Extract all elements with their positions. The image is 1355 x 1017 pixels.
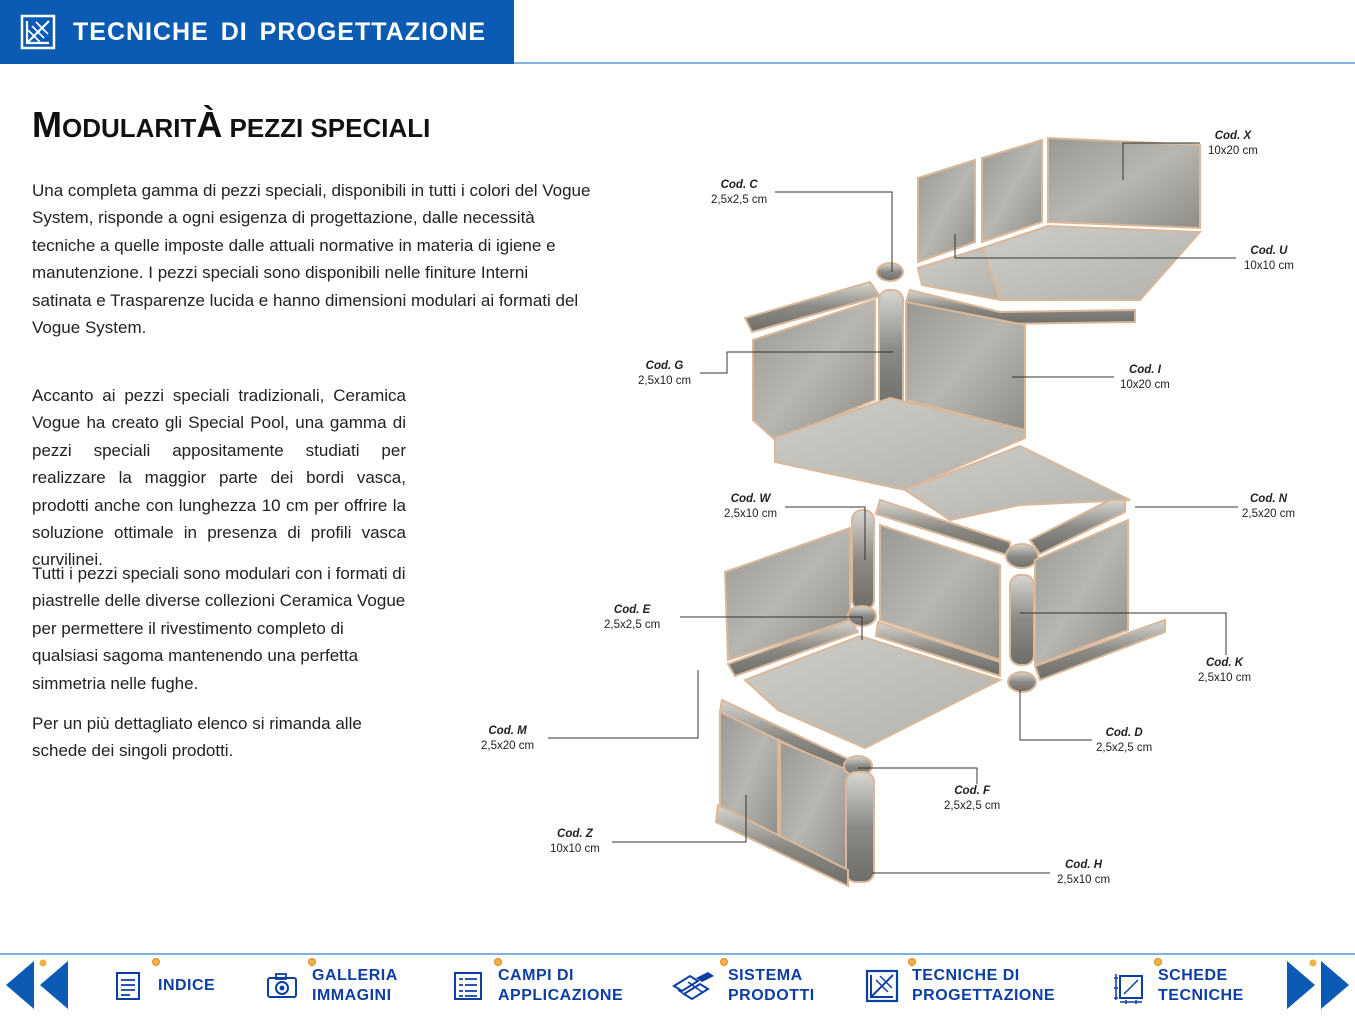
- index-icon: [110, 968, 146, 1004]
- nav-label: GALLERIA IMMAGINI: [312, 967, 398, 1004]
- label-size: 2,5x10 cm: [638, 375, 692, 387]
- design-techniques-icon: [20, 14, 56, 50]
- label-size: 2,5x2,5 cm: [604, 619, 661, 631]
- label-cod-h: [1057, 858, 1110, 888]
- label-size: 10x10 cm: [1244, 260, 1294, 272]
- label-cod-z: [550, 827, 600, 857]
- nav-dot: [908, 958, 916, 966]
- nav-dot: [308, 958, 316, 966]
- label-code: Cod. M: [488, 725, 527, 737]
- title-cap-2: À: [196, 104, 223, 145]
- nav-dot: [1154, 958, 1162, 966]
- label-code: Cod. N: [1250, 493, 1288, 505]
- label-size: 2,5x20 cm: [481, 740, 535, 752]
- page-title: [32, 104, 430, 146]
- title-part-1: ODULARIT: [62, 113, 197, 143]
- title-part-2: PEZZI SPECIALI: [222, 113, 431, 143]
- label-code: Cod. F: [954, 785, 991, 797]
- footer-rule: [0, 953, 1355, 955]
- label-size: 2,5x2,5 cm: [944, 800, 1001, 812]
- prev-arrow-icon[interactable]: [2, 958, 72, 1012]
- section-title: TECNICHE DI PROGETTAZIONE: [73, 18, 487, 46]
- nav-label: CAMPI DI APPLICAZIONE: [498, 967, 624, 1004]
- label-cod-n: [1242, 492, 1295, 522]
- label-cod-g: [638, 359, 691, 389]
- nav-campi-di-applicazione[interactable]: [450, 962, 623, 1010]
- nav-indice[interactable]: [110, 962, 215, 1010]
- label-code: Cod. H: [1065, 859, 1103, 871]
- label-code: Cod. I: [1128, 364, 1161, 376]
- label-cod-w: [724, 492, 777, 522]
- nav-label: SISTEMA PRODOTTI: [728, 967, 815, 1004]
- label-size: 2,5x10 cm: [1057, 874, 1111, 886]
- intro-paragraph: Una completa gamma di pezzi speciali, disponibili in tutti i colori del Vogue System, risponde a ogni esigenza di progettazione, dalle necessità tecniche a quelle imposte dalle attuali normative in materia di igiene e manutenzione. I pezzi speciali sono disponibili nelle finiture Interni satinata e Trasparenze lucida e hanno dimensioni modulari ai formati del Vogue System.: [32, 181, 591, 338]
- label-code: Cod. K: [1206, 657, 1244, 669]
- label-size: 2,5x2,5 cm: [711, 194, 768, 206]
- nav-dot: [494, 958, 502, 966]
- nav-label: TECNICHE DI PROGETTAZIONE: [912, 967, 1056, 1004]
- nav-label: INDICE: [158, 977, 216, 994]
- nav-schede-tecniche[interactable]: [1110, 962, 1244, 1010]
- label-cod-d: [1096, 726, 1152, 756]
- label-cod-m: [481, 724, 534, 754]
- label-cod-u: [1244, 244, 1294, 274]
- design-techniques-icon: [864, 968, 900, 1004]
- nav-tecniche-di-progettazione[interactable]: [864, 962, 1055, 1010]
- label-cod-x: [1208, 129, 1258, 159]
- title-cap-1: M: [32, 104, 62, 145]
- label-cod-f: [944, 784, 1000, 814]
- label-code: Cod. C: [720, 179, 758, 191]
- tiles-icon: [670, 968, 716, 1004]
- label-size: 10x10 cm: [550, 843, 600, 855]
- special-pool-paragraph: Accanto ai pezzi speciali tradizionali, Ceramica Vogue ha creato gli Special Pool, una gamma di pezzi speciali appositamente studiati per realizzare la maggior parte dei bordi vasca, prodotti anche con lunghezza 10 cm per offrire la soluzione ottimale in presenza di profili vasca curvilinei.: [32, 386, 406, 570]
- camera-icon: [264, 968, 300, 1004]
- label-size: 2,5x10 cm: [1198, 672, 1252, 684]
- nav-label: SCHEDE TECNICHE: [1158, 967, 1244, 1004]
- label-code: Cod. X: [1214, 130, 1252, 142]
- next-arrow-icon[interactable]: [1283, 958, 1353, 1012]
- label-cod-i: [1120, 363, 1170, 393]
- label-code: Cod. U: [1250, 245, 1288, 257]
- technical-sheet-icon: [1110, 968, 1146, 1004]
- modularity-paragraph: Tutti i pezzi speciali sono modulari con i formati di piastrelle delle diverse collezioni Ceramica Vogue per permettere il rivestimento completo di qualsiasi sagoma mantenendo una perfetta simmetria nelle fughe.: [32, 564, 406, 693]
- label-code: Cod. W: [730, 493, 771, 505]
- reference-paragraph: Per un più dettagliato elenco si rimanda alle schede dei singoli prodotti.: [32, 714, 362, 761]
- nav-dot: [152, 958, 160, 966]
- nav-dot: [720, 958, 728, 966]
- label-size: 10x20 cm: [1120, 379, 1170, 391]
- label-cod-e: [604, 603, 660, 633]
- nav-sistema-prodotti[interactable]: [670, 962, 815, 1010]
- label-cod-c: [711, 178, 767, 208]
- label-size: 2,5x2,5 cm: [1096, 742, 1153, 754]
- nav-galleria-immagini[interactable]: [264, 962, 398, 1010]
- label-code: Cod. D: [1105, 727, 1143, 739]
- header-rule: [514, 62, 1355, 64]
- label-code: Cod. Z: [557, 828, 593, 840]
- label-code: Cod. E: [613, 604, 651, 616]
- label-size: 2,5x10 cm: [724, 508, 778, 520]
- list-icon: [450, 968, 486, 1004]
- label-cod-k: [1198, 656, 1251, 686]
- label-code: Cod. G: [645, 360, 684, 372]
- label-size: 2,5x20 cm: [1242, 508, 1296, 520]
- label-size: 10x20 cm: [1208, 145, 1258, 157]
